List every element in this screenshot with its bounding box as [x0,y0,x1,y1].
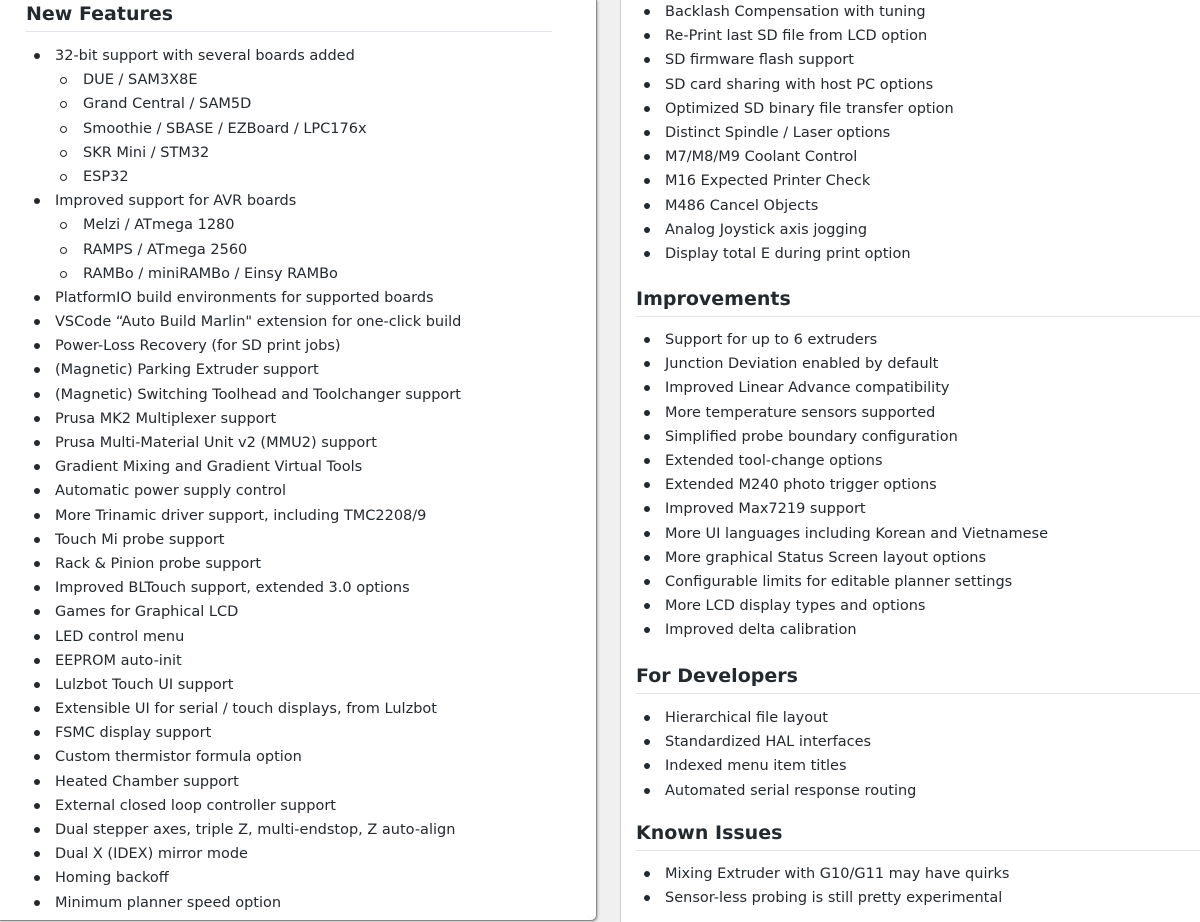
list-item-text: Prusa MK2 Multiplexer support [55,410,277,427]
new-features-heading: New Features [26,3,174,25]
list-item [26,794,592,818]
hollow-bullet-icon [60,126,67,133]
list-item [26,891,592,915]
bullet-icon [644,482,650,488]
bullet-icon [644,788,650,794]
heading-divider [636,693,1200,694]
sub-list-item [26,92,592,116]
bullet-icon [34,900,40,906]
bullet-icon [34,367,40,373]
list-item-text: Heated Chamber support [55,773,239,790]
list-item-text: More temperature sensors supported [665,404,936,421]
list-item-text: ESP32 [83,168,129,185]
list-item [26,649,592,673]
bullet-icon [34,319,40,325]
list-item [26,310,592,334]
list-item [26,479,592,503]
list-item-text: Improved BLTouch support, extended 3.0 options [55,580,410,597]
list-item-text: Rack & Pinion probe support [55,555,262,572]
list-item [26,528,592,552]
sub-list-item [26,213,592,237]
bullet-icon [644,627,650,633]
bullet-icon [644,434,650,440]
bullet-icon [34,779,40,785]
hollow-bullet-icon [60,271,67,278]
list-item [621,242,1200,266]
list-item [621,886,1200,910]
list-item [26,504,592,528]
list-item [621,48,1200,72]
list-item-text: Backlash Compensation with tuning [665,4,926,20]
list-item [621,570,1200,594]
list-item-text: 32-bit support with several boards added [55,48,355,64]
list-item-text: PlatformIO build environments for supported boards [55,289,434,306]
bullet-icon [644,555,650,561]
list-item-text: More LCD display types and options [665,598,926,615]
list-item-text: Optimized SD binary file transfer option [665,100,954,117]
bullet-icon [644,871,650,877]
list-item [26,383,592,407]
new-features-list [26,44,592,915]
bullet-icon [34,634,40,640]
sub-list-item [26,165,592,189]
list-item-text: SD card sharing with host PC options [665,76,934,93]
list-item-text: Touch Mi probe support [55,531,225,548]
bullet-icon [34,53,40,59]
bullet-icon [34,730,40,736]
list-item-text: DUE / SAM3X8E [83,72,198,89]
list-item-text: Distinct Spindle / Laser options [665,124,891,141]
list-item [26,552,592,576]
list-item-text: Hierarchical file layout [665,710,828,726]
list-item [26,625,592,649]
bullet-icon [34,658,40,664]
bullet-icon [644,531,650,537]
bullet-icon [34,682,40,688]
list-item-text: Improved Max7219 support [665,501,866,518]
list-item-text: SD firmware flash support [665,52,854,69]
bullet-icon [644,33,650,39]
bullet-icon [644,579,650,585]
list-item-text: (Magnetic) Switching Toolhead and Toolchanger support [55,386,461,403]
list-item [621,218,1200,242]
list-item-text: Simplified probe boundary configuration [665,428,958,445]
list-item [26,600,592,624]
list-item [26,407,592,431]
bullet-icon [644,227,650,233]
list-item-text: VSCode “Auto Build Marlin" extension for one-click build [55,314,462,331]
release-notes-panel [620,0,1200,922]
list-item [621,169,1200,193]
list-item [26,770,592,794]
list-item [621,121,1200,145]
bullet-icon [34,464,40,470]
list-item [26,286,592,310]
list-item-text: Improved support for AVR boards [55,193,297,210]
list-item-text: Games for Graphical LCD [55,604,239,621]
list-item [621,473,1200,497]
heading-divider [26,31,552,32]
bullet-icon [34,198,40,204]
known-issues-list [621,862,1200,910]
sub-list-item [26,262,592,286]
list-item [621,449,1200,473]
bullet-icon [34,537,40,543]
list-item-text: EEPROM auto-init [55,652,182,669]
bullet-icon [644,506,650,512]
bullet-icon [644,361,650,367]
list-item [621,425,1200,449]
new-features-panel [0,0,597,921]
list-item [621,328,1200,352]
list-item [26,818,592,842]
list-item-text: Homing backoff [55,870,169,887]
list-item [621,194,1200,218]
list-item-text: Smoothie / SBASE / EZBoard / LPC176x [83,120,367,137]
bullet-icon [644,82,650,88]
features-continued-list [621,0,1200,266]
bullet-icon [644,106,650,112]
list-item-text: Dual stepper axes, triple Z, multi-endstop, Z auto-align [55,822,456,838]
bullet-icon [34,609,40,615]
list-item [621,401,1200,425]
list-item-text: M486 Cancel Objects [665,197,819,214]
list-item [621,0,1200,24]
list-item-text: Configurable limits for editable planner settings [665,573,1013,590]
bullet-icon [34,585,40,591]
bullet-icon [34,827,40,833]
list-item [26,358,592,382]
list-item-text: Dual X (IDEX) mirror mode [55,846,248,863]
bullet-icon [34,803,40,809]
list-item-text: External closed loop controller support [55,797,336,814]
bullet-icon [34,561,40,567]
hollow-bullet-icon [60,101,67,108]
list-item-text: M16 Expected Printer Check [665,173,871,190]
list-item-text: Prusa Multi-Material Unit v2 (MMU2) support [55,435,377,451]
bullet-icon [644,337,650,343]
known-issues-heading: Known Issues [636,822,783,844]
bullet-icon [644,154,650,160]
list-item [621,97,1200,121]
list-item-text: Extended tool-change options [665,452,883,469]
for-developers-heading: For Developers [636,665,798,687]
bullet-icon [34,416,40,422]
list-item-text: Junction Deviation enabled by default [665,356,939,373]
list-item [621,522,1200,546]
list-item-text: (Magnetic) Parking Extruder support [55,362,319,379]
list-item [26,431,592,455]
list-item [26,721,592,745]
list-item [26,697,592,721]
list-item-text: Extended M240 photo trigger options [665,477,937,494]
list-item-text: More Trinamic driver support, including TMC2208/9 [55,507,427,524]
list-item [26,455,592,479]
list-item-text: Improved delta calibration [665,622,857,639]
bullet-icon [644,458,650,464]
list-item-text: Display total E during print option [665,245,911,262]
list-item-text: Grand Central / SAM5D [83,96,252,113]
list-item-text: RAMPS / ATmega 2560 [83,241,248,258]
bullet-icon [644,715,650,721]
list-item [621,706,1200,730]
list-item [26,673,592,697]
list-item-text: Gradient Mixing and Gradient Virtual Tools [55,459,363,476]
list-item [26,189,592,213]
list-item-text: Sensor-less probing is still pretty experimental [665,890,1003,907]
list-item [621,352,1200,376]
list-item [621,618,1200,642]
list-item [26,44,592,68]
list-item-text: RAMBo / miniRAMBo / Einsy RAMBo [83,265,338,282]
list-item [26,866,592,890]
list-item-text: Re-Print last SD file from LCD option [665,28,928,45]
list-item [621,779,1200,803]
list-item-text: Lulzbot Touch UI support [55,676,234,693]
bullet-icon [644,895,650,901]
list-item-text: Mixing Extruder with G10/G11 may have quirks [665,866,1010,882]
heading-divider [636,316,1200,317]
list-item [621,24,1200,48]
list-item-text: Standardized HAL interfaces [665,734,872,751]
list-item [26,576,592,600]
bullet-icon [644,178,650,184]
list-item-text: Automatic power supply control [55,483,287,500]
list-item [621,594,1200,618]
list-item [621,754,1200,778]
bullet-icon [644,251,650,257]
heading-divider [636,850,1200,851]
list-item-text: Automated serial response routing [665,782,917,799]
list-item [621,497,1200,521]
list-item-text: More UI languages including Korean and Vietnamese [665,525,1048,542]
bullet-icon [644,57,650,63]
list-item [621,862,1200,886]
bullet-icon [34,754,40,760]
list-item-text: Support for up to 6 extruders [665,332,878,348]
list-item-text: Minimum planner speed option [55,894,282,911]
list-item-text: Power-Loss Recovery (for SD print jobs) [55,338,341,355]
list-item-text: LED control menu [55,628,185,645]
bullet-icon [34,851,40,857]
list-item-text: Melzi / ATmega 1280 [83,217,235,234]
sub-list-item [26,238,592,262]
bullet-icon [34,295,40,301]
bullet-icon [644,763,650,769]
for-developers-list [621,706,1200,803]
list-item-text: Improved Linear Advance compatibility [665,380,950,397]
bullet-icon [644,130,650,136]
improvements-list [621,328,1200,642]
list-item-text: Indexed menu item titles [665,758,847,775]
bullet-icon [34,343,40,349]
list-item [26,842,592,866]
bullet-icon [34,706,40,712]
bullet-icon [644,385,650,391]
improvements-heading: Improvements [636,288,791,310]
hollow-bullet-icon [60,247,67,254]
bullet-icon [644,203,650,209]
bullet-icon [34,392,40,398]
list-item-text: Analog Joystick axis jogging [665,221,868,238]
bullet-icon [644,603,650,609]
bullet-icon [34,488,40,494]
list-item [621,145,1200,169]
bullet-icon [34,440,40,446]
list-item [621,546,1200,570]
list-item [621,376,1200,400]
bullet-icon [644,9,650,15]
list-item-text: FSMC display support [55,725,212,742]
bullet-icon [34,875,40,881]
hollow-bullet-icon [60,174,67,181]
list-item-text: M7/M8/M9 Coolant Control [665,149,858,166]
sub-list-item [26,141,592,165]
bullet-icon [644,410,650,416]
hollow-bullet-icon [60,77,67,84]
list-item-text: Custom thermistor formula option [55,749,302,766]
hollow-bullet-icon [60,150,67,157]
list-item-text: SKR Mini / STM32 [83,144,210,161]
hollow-bullet-icon [60,222,67,229]
list-item [621,73,1200,97]
list-item [26,334,592,358]
sub-list-item [26,68,592,92]
sub-list-item [26,117,592,141]
list-item [621,730,1200,754]
list-item [26,745,592,769]
list-item-text: More graphical Status Screen layout options [665,549,987,566]
bullet-icon [34,513,40,519]
list-item-text: Extensible UI for serial / touch displays, from Lulzbot [55,701,437,718]
bullet-icon [644,739,650,745]
